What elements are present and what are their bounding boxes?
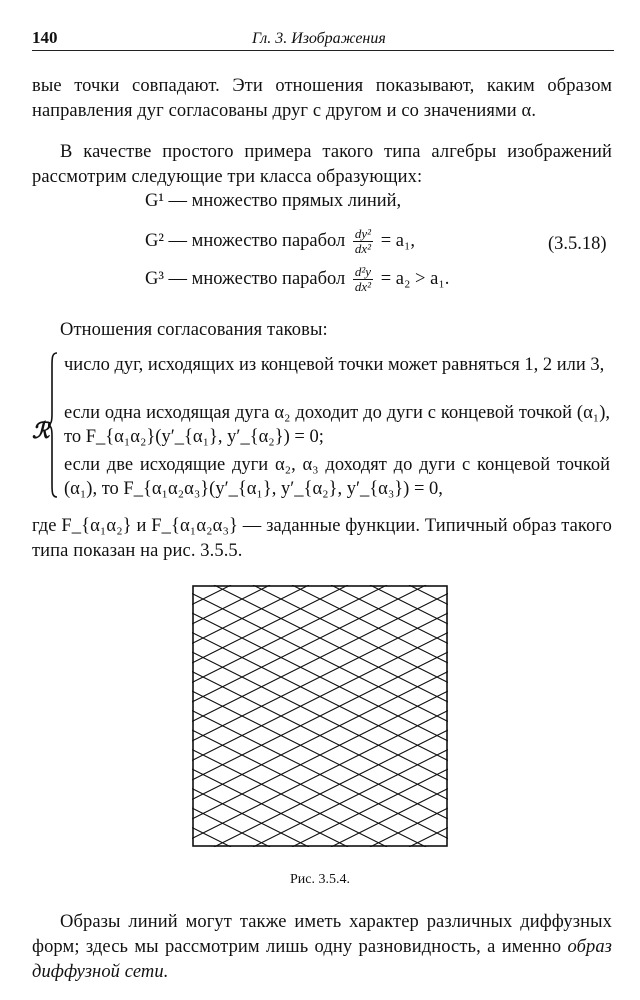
net-line [192, 585, 270, 624]
fraction-g3 [353, 265, 373, 294]
fraction-g2-numerator: dy² [354, 226, 372, 241]
net-line [253, 585, 448, 683]
net-line [331, 585, 448, 644]
page-number: 140 [32, 28, 58, 47]
figure-caption: Рис. 3.5.4. [290, 872, 350, 887]
generator-g3 [145, 265, 449, 294]
paragraph-4: где F_{α₁α₂} и F_{α₁α₂α₃} — заданные функции. Типичный образ такого типа показан на рис. 3.5.5. [32, 516, 612, 561]
paragraph-2: В качестве простого примера такого типа алгебры изображений рассмотрим следующие три класса образующих: [32, 142, 612, 187]
fraction-g3-denominator: dx² [354, 279, 372, 294]
equation-number: (3.5.18) [548, 234, 607, 254]
net-line [192, 585, 387, 683]
net-line [192, 808, 270, 847]
generator-g2-text: G² — множество парабол [145, 230, 346, 251]
paragraph-1: вые точки совпадают. Эти отношения показывают, каким образом направления дуг согласованы друг с другом и со значениями α. [32, 76, 612, 121]
net-line [331, 789, 448, 848]
paragraph-5 [32, 910, 612, 985]
net-line [409, 828, 448, 848]
fraction-g2-denominator: dx² [354, 241, 372, 256]
paragraph-5-italic: образ диффузной сети. [32, 937, 612, 982]
diffuse-net-figure [192, 585, 448, 847]
net-line [192, 585, 348, 663]
net-line [292, 769, 448, 847]
net-line [192, 585, 309, 644]
paragraph-5-text: Образы линий могут также иметь характер различных диффузных форм; здесь мы рассмотрим лишь одну разновидность, а именно [32, 912, 612, 957]
condition-3: если две исходящие дуги α₂, α₃ доходят до дуги с концевой точкой (α₁), то F_{α₁α₂α₃}(y′_{α₁}, y′_{α₂}, y′_{α₃}) = 0, [64, 455, 610, 499]
net-line [292, 585, 448, 663]
net-line [409, 585, 448, 605]
left-brace-icon [48, 352, 58, 498]
generator-g3-value: = a₂ > a₁. [380, 268, 450, 289]
header-rule [32, 50, 614, 51]
generator-g1: G¹ — множество прямых линий, [145, 191, 402, 211]
fraction-g2 [353, 227, 373, 256]
net-line [370, 585, 448, 624]
running-head: Гл. 3. Изображения [252, 30, 386, 47]
net-line [214, 585, 448, 702]
net-line [192, 585, 231, 605]
net-line [192, 585, 426, 702]
condition-2: если одна исходящая дуга α₂ доходит до дуги с концевой точкой (α₁), то F_{α₁α₂}(y′_{α₁}, y′_{α₂}) = 0; [64, 403, 610, 447]
net-line [192, 730, 426, 847]
fraction-g3-numerator: d²y [354, 264, 372, 279]
generator-g2 [145, 227, 415, 256]
paragraph-3: Отношения согласования таковы: [60, 320, 328, 340]
net-line [214, 730, 448, 847]
generator-g3-text: G³ — множество парабол [145, 268, 346, 289]
relation-symbol: ℛ [32, 418, 50, 443]
net-line [192, 789, 309, 848]
net-line [192, 750, 387, 848]
net-line [192, 769, 348, 847]
net-line [370, 808, 448, 847]
net-line [192, 828, 231, 848]
net-line [253, 750, 448, 848]
page-header [32, 28, 614, 54]
condition-1: число дуг, исходящих из концевой точки может равняться 1, 2 или 3, [64, 355, 605, 375]
generator-g2-value: = a₁, [380, 230, 416, 251]
net-lines [192, 585, 448, 847]
